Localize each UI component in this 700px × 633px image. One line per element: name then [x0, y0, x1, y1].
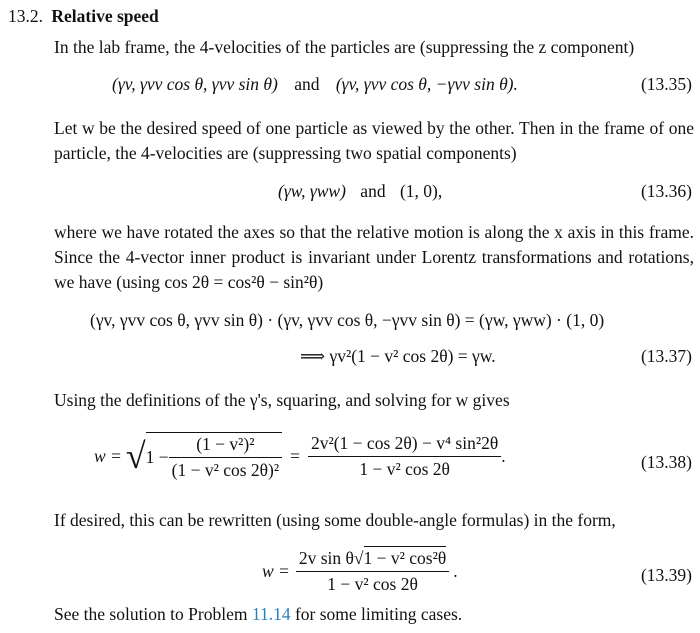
equation-13-36 — [278, 181, 442, 202]
paragraph-definitions: Using the definitions of the γ's, squaring, and solving for w gives — [54, 390, 510, 410]
problem-link[interactable]: 11.14 — [251, 604, 291, 624]
eq36-number: (13.36) — [640, 181, 692, 201]
section-number: 13.2. — [8, 6, 43, 26]
eq39-lhs: w = — [262, 560, 290, 581]
eq38-radicand — [146, 432, 282, 481]
eq39-numerator — [296, 548, 449, 572]
paragraph-intro: In the lab frame, the 4-velocities of the particles are (suppressing the z component) — [54, 37, 635, 57]
eq38-frac1 — [169, 434, 282, 481]
eq39-frac — [296, 548, 449, 595]
eq35-left: (γv, γvv cos θ, γvv sin θ) — [112, 74, 278, 94]
equation-13-37-line1: (γv, γvv cos θ, γvv sin θ) · (γv, γvv cos θ, −γvv sin θ) = (γw, γww) · (1, 0) — [90, 310, 605, 330]
sqrt-radical: √ — [125, 436, 146, 476]
section-title: Relative speed — [51, 6, 159, 26]
eq39-num-root: 1 − v² cos²θ — [363, 547, 447, 568]
eq38-equals: = — [290, 445, 300, 466]
eq38-frac1-den: (1 − v² cos 2θ)² — [171, 459, 280, 480]
p6-after: for some limiting cases. — [294, 604, 463, 624]
eq39-end: . — [453, 560, 458, 581]
equation-13-39 — [262, 546, 458, 596]
equation-13-35 — [112, 74, 518, 95]
eq37-number: (13.37) — [640, 346, 692, 366]
eq35-number: (13.35) — [640, 74, 692, 94]
eq38-frac2-den: 1 − v² cos 2θ — [359, 458, 450, 479]
eq38-frac1-num: (1 − v²)² — [169, 434, 282, 458]
eq38-one-minus: 1 − — [145, 446, 169, 467]
paragraph-see-solution — [54, 604, 462, 625]
eq39-num-pre: 2v sin θ — [298, 547, 354, 568]
eq38-number: (13.38) — [640, 452, 692, 472]
eq39-number: (13.39) — [640, 565, 692, 585]
paragraph-rotated-axes: where we have rotated the axes so that the relative motion is along the x axis in this frame. Since the 4-vector inner product is invariant under Lorentz transformations and rotations, we have (using cos 2θ = cos²θ − sin²θ) — [54, 222, 694, 292]
eq39-sqrt-radical: √ — [353, 547, 364, 568]
eq38-lhs: w = — [94, 445, 122, 466]
eq38-frac2-num: 2v²(1 − cos 2θ) − v⁴ sin²2θ — [308, 433, 501, 457]
eq35-and: and — [294, 74, 320, 94]
equation-13-37-line2: ⟹ γv²(1 − v² cos 2θ) = γw. — [300, 346, 496, 366]
eq36-and: and — [360, 181, 386, 201]
eq35-right: (γv, γvv cos θ, −γvv sin θ). — [335, 74, 518, 94]
eq38-frac2 — [308, 433, 501, 480]
eq38-end: . — [501, 445, 506, 466]
eq39-denominator: 1 − v² cos 2θ — [327, 573, 418, 594]
eq36-left: (γw, γww) — [278, 181, 346, 201]
eq36-right: (1, 0), — [399, 181, 443, 201]
paragraph-let-w: Let w be the desired speed of one particle as viewed by the other. Then in the frame of one particle, the 4-velocities are (suppressing two spatial components) — [54, 118, 694, 163]
p6-before: See the solution to Problem — [54, 604, 248, 624]
section-heading — [8, 6, 159, 27]
equation-13-38 — [94, 428, 506, 484]
paragraph-rewritten: If desired, this can be rewritten (using some double-angle formulas) in the form, — [54, 510, 616, 530]
